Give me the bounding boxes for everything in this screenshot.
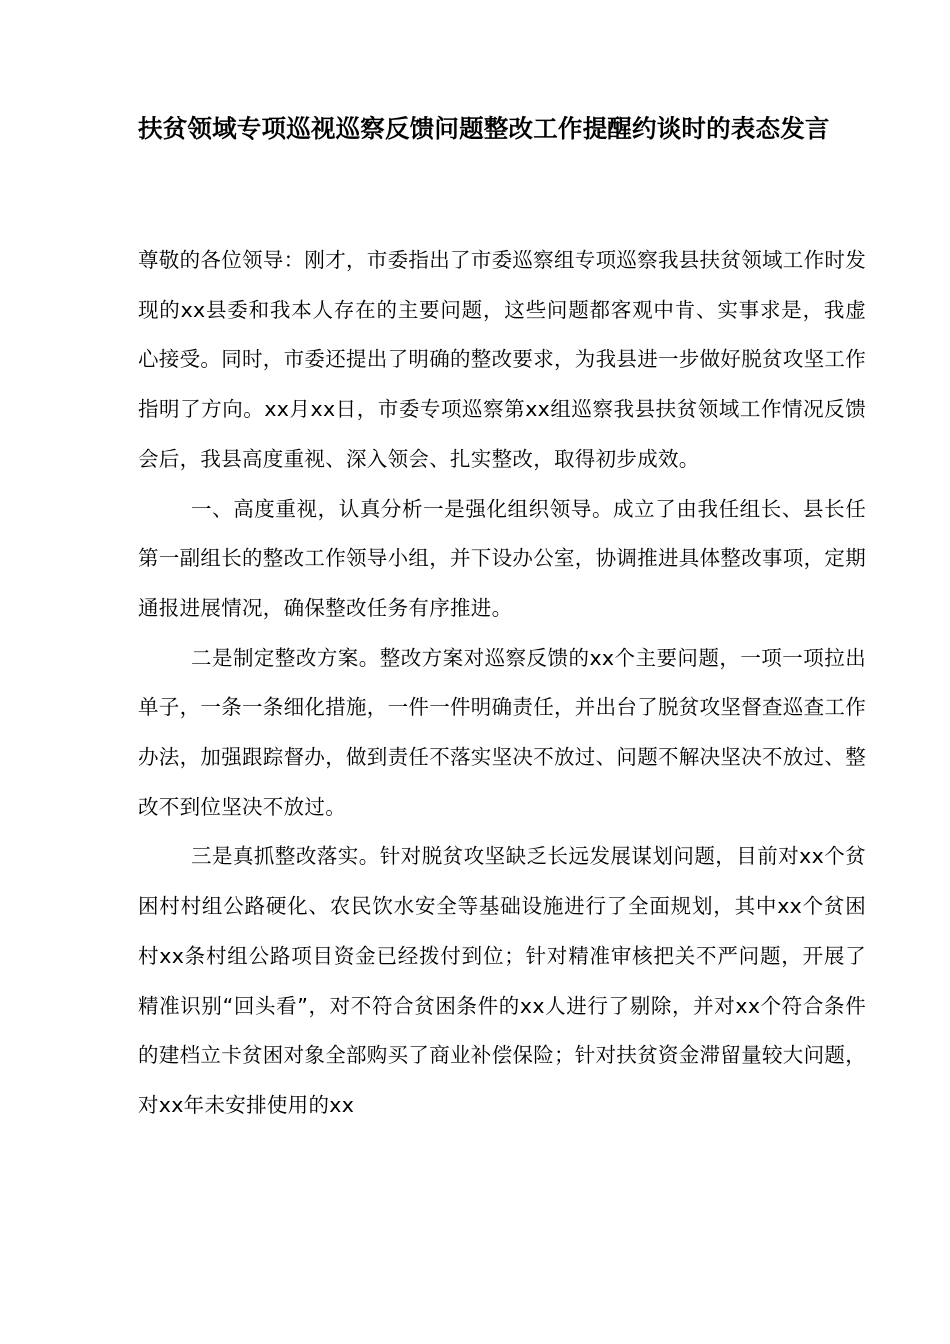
paragraph-section-one: 一、高度重视，认真分析一是强化组织领导。成立了由我任组长、县长任第一副组长的整改工作领导小组，并下设办公室，协调推进具体整改事项，定期通报进展情况，确保整改任务有序推进。 bbox=[138, 496, 866, 620]
paragraph-section-three: 三是真抓整改落实。针对脱贫攻坚缺乏长远发展谋划问题，目前对xx个贫困村村组公路硬化、农民饮水安全等基础设施进行了全面规划，其中xx个贫困村xx条村组公路项目资金已经拨付到位；针对精准审核把关不严问题，开展了精准识别“回头看”，对不符合贫困条件的xx人进行了剔除，并对xx个符合条件的建档立卡贫困对象全部购买了商业补偿保险；针对扶贫资金滞留量较大问题，对xx年未安排使用的xx bbox=[138, 844, 866, 1117]
document-title: 扶贫领域专项巡视巡察反馈问题整改工作提醒约谈时的表态发言 bbox=[138, 114, 830, 143]
paragraph-section-two: 二是制定整改方案。整改方案对巡察反馈的xx个主要问题，一项一项拉出单子，一条一条细化措施，一件一件明确责任，并出台了脱贫攻坚督查巡查工作办法，加强跟踪督办，做到责任不落实坚决不放过、问题不解决坚决不放过、整改不到位坚决不放过。 bbox=[138, 645, 866, 819]
document-body bbox=[138, 236, 866, 1131]
paragraph-opening: 尊敬的各位领导：刚才，市委指出了市委巡察组专项巡察我县扶贫领域工作时发现的xx县委和我本人存在的主要问题，这些问题都客观中肯、实事求是，我虚心接受。同时，市委还提出了明确的整改要求，为我县进一步做好脱贫攻坚工作指明了方向。xx月xx日，市委专项巡察第xx组巡察我县扶贫领域工作情况反馈会后，我县高度重视、深入领会、扎实整改，取得初步成效。 bbox=[138, 248, 866, 471]
